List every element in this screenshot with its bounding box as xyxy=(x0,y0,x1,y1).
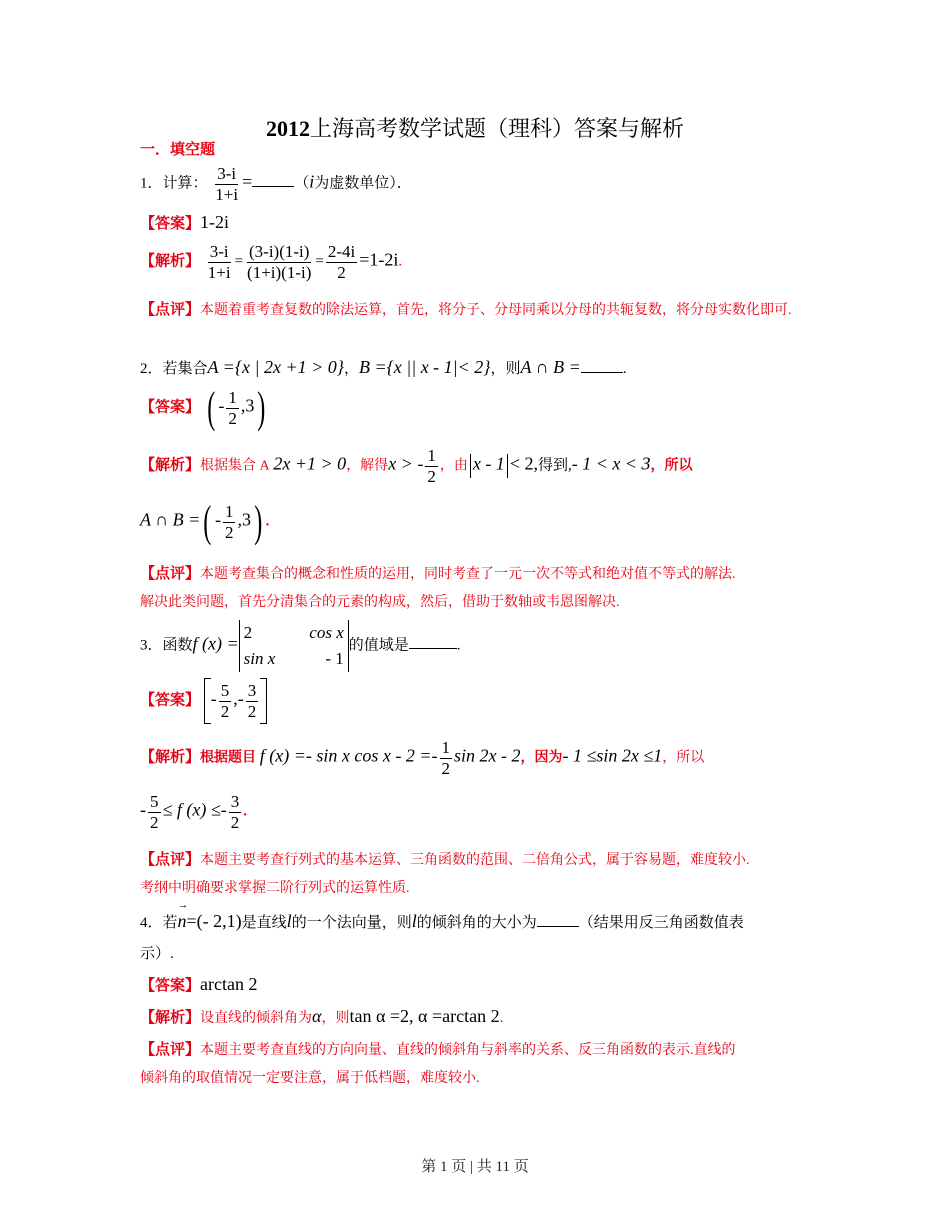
q3-determinant: 2 sin x cos x - 1 xyxy=(239,620,349,672)
question-2: 2．若集合A ={x | 2x +1 > 0}，B ={x || x - 1|< 2}，则A ∩ B = . xyxy=(140,357,627,377)
q1-answer xyxy=(140,212,229,233)
question-3: 3．函数f (x) = 2 sin x cos x - 1 的值域是 . xyxy=(140,620,461,672)
q4-analysis: 【解析】设直线的倾斜角为α，则tan α =2, α =arctan 2. xyxy=(140,1006,504,1026)
q3-answer-blank xyxy=(409,632,457,649)
section-heading: 一．填空题 xyxy=(140,142,216,158)
q3-analysis: 【解析】根据题目 f (x) =- sin x cos x - 2 =- $\frac{1}{2}$ sin 2x - 2，因为- 1 ≤sin 2x ≤1，所以 xyxy=(140,738,705,778)
question-1: 1．计算： $\frac{3-i}{1+i}$ = （i为虚数单位）． xyxy=(140,164,412,204)
q3-analysis-line2: - $\frac{5}{2}$ ≤ f (x) ≤- $\frac{3}{2}$ . xyxy=(140,792,247,832)
vector-n: → n xyxy=(178,911,187,932)
analysis-label: 【解析】 xyxy=(140,253,201,270)
q2-analysis: 【解析】根据集合 A 2x +1 > 0，解得x > - $\frac{1}{2}$ ，由 x - 1 < 2,得到,- 1 < x < 3，所以 xyxy=(140,446,693,486)
page-footer: 第 1 页 | 共 11 页 xyxy=(421,1159,529,1175)
question-4-line2: 示）. xyxy=(140,946,174,962)
q3-answer: 【答案】 - $\frac{5}{2}$ ,- $\frac{3}{2}$ xyxy=(140,678,267,724)
comment-label: 【点评】 xyxy=(140,302,201,318)
q2-analysis-line2: A ∩ B =( - $\frac{1}{2}$ ,3) . xyxy=(140,497,270,546)
q2-answer-blank xyxy=(581,356,623,373)
q1-analysis: 【解析】 $\frac{3-i}{1+i}$ = $\frac{(3-i)(1-i)}{(1+i)(1-i)}$ = $\frac{2-4i}{2}$ =1-2i. xyxy=(140,242,403,282)
q1-comment: 【点评】本题着重考查复数的除法运算，首先，将分子、分母同乘以分母的共轭复数，将分母实数化即可. xyxy=(140,302,792,318)
q1-prefix: 1．计算： xyxy=(140,175,208,192)
q4-answer: 【答案】arctan 2 xyxy=(140,974,258,994)
q3-comment: 【点评】本题主要考查行列式的基本运算、三角函数的范围、二倍角公式，属于容易题，难度较小. 考纲中明确要求掌握二阶行列式的运算性质. xyxy=(140,852,750,896)
question-4: 4．若→ n=(- 2,1)是直线l的一个法向量，则l的倾斜角的大小为 （结果用反三角函数值表 xyxy=(140,910,744,932)
title-text: 上海高考数学试题（理科）答案与解析 xyxy=(309,116,684,141)
q1-fraction: $\frac{3-i}{1+i}$ xyxy=(215,164,239,204)
answer-label: 【答案】 xyxy=(140,216,201,232)
q4-answer-blank xyxy=(537,910,579,927)
q2-answer: 【答案】 ( - $\frac{1}{2}$ ,3) xyxy=(140,383,266,432)
q2-comment: 【点评】本题考查集合的概念和性质的运用，同时考查了一元一次不等式和绝对值不等式的解法. 解决此类问题，首先分清集合的元素的构成，然后，借助于数轴或韦恩图解决. xyxy=(140,566,736,610)
q1-answer-blank xyxy=(252,170,294,187)
title-year: 2012 xyxy=(265,116,310,141)
q4-comment: 【点评】本题主要考查直线的方向向量、直线的倾斜角与斜率的关系、反三角函数的表示.直线的 倾斜角的取值情况一定要注意，属于低档题，难度较小. xyxy=(140,1042,736,1086)
answer-value: 1-2i xyxy=(200,212,230,232)
